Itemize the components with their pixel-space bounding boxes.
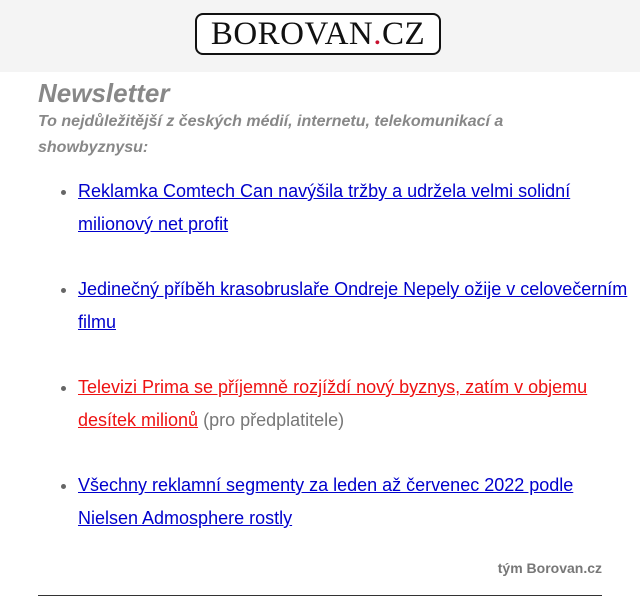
header-bar bbox=[0, 0, 640, 72]
list-item bbox=[78, 175, 638, 241]
logo-tld: CZ bbox=[382, 16, 426, 52]
team-signature: tým Borovan.cz bbox=[497, 560, 602, 576]
newsletter-subtitle: To nejdůležitější z českých médií, internetu, telekomunikací a showbyznysu: bbox=[38, 113, 504, 156]
list-item bbox=[78, 273, 638, 339]
article-link-comtech[interactable]: Reklamka Comtech Can navýšila tržby a udržela velmi solidní milionový net profit bbox=[78, 181, 571, 234]
list-item bbox=[78, 469, 638, 535]
logo-dot: . bbox=[373, 16, 382, 52]
article-link-nepela[interactable]: Jedinečný příběh krasobruslaře Ondreje Nepely ožije v celovečerním filmu bbox=[78, 279, 628, 332]
borovan-logo[interactable] bbox=[195, 13, 441, 55]
article-link-nielsen[interactable]: Všechny reklamní segmenty za leden až červenec 2022 podle Nielsen Admosphere rostly bbox=[78, 475, 574, 528]
logo-main: BOROVAN bbox=[210, 16, 374, 52]
newsletter-title: Newsletter bbox=[38, 78, 170, 108]
list-item bbox=[78, 371, 638, 437]
article-link-prima[interactable]: Televizi Prima se příjemně rozjíždí nový byznys, zatím v objemu desítek milionů bbox=[78, 377, 588, 430]
article-list bbox=[38, 175, 638, 567]
subscriber-note: (pro předplatitele) bbox=[203, 410, 345, 430]
footer-divider bbox=[38, 595, 602, 596]
